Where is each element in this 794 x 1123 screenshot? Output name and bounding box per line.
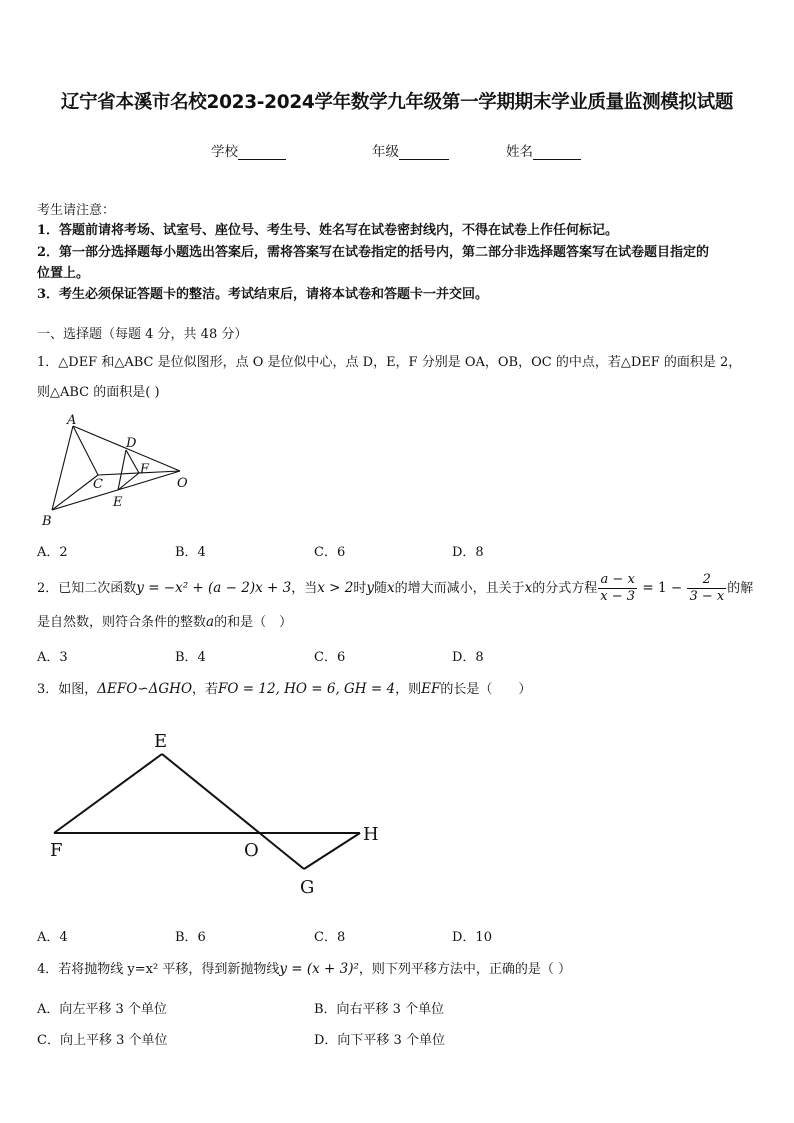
q1-line-ac	[73, 426, 98, 475]
q1-label-d: D	[126, 436, 137, 451]
q3-option-a[interactable]: A．4	[37, 930, 68, 945]
q2-suffix: 的解	[727, 581, 754, 596]
q3-stem	[37, 679, 531, 700]
q3-line-fe	[54, 754, 162, 833]
notice-heading: 考生请注意：	[37, 203, 116, 218]
q2-prefix: 2．已知二次函数	[37, 581, 137, 596]
q2-condition: x > 2	[317, 580, 354, 596]
q2-equals: = 1 −	[638, 580, 687, 596]
q2-frac1-num: a − x	[598, 572, 637, 589]
q2-option-a[interactable]: A．3	[37, 650, 68, 665]
q4-option-b[interactable]: B．向右平移 3 个单位	[314, 1002, 445, 1017]
q3-label-o: O	[244, 840, 259, 861]
q1-label-a: A	[67, 413, 77, 428]
q3-line-gh	[304, 833, 360, 869]
section-heading: 一、选择题（每题 4 分，共 48 分）	[37, 327, 248, 342]
q2-text-3: 随	[373, 581, 387, 596]
q2-var-a: a	[206, 614, 215, 630]
q2-var-y: y	[366, 580, 374, 596]
q1-label-b: B	[42, 514, 52, 529]
q1-option-c[interactable]: C．6	[314, 545, 346, 560]
q1-label-f: F	[140, 462, 150, 477]
q2-frac1-den: x − 3	[600, 589, 636, 604]
grade-label: 年级	[372, 144, 399, 160]
q1-option-d[interactable]: D．8	[452, 545, 484, 560]
q3-label-f: F	[50, 840, 63, 861]
q3-option-c[interactable]: C．8	[314, 930, 346, 945]
q2-option-b[interactable]: B．4	[175, 650, 206, 665]
q3-text-2: ，则	[395, 682, 422, 697]
grade-blank[interactable]	[399, 145, 449, 160]
q2-option-d[interactable]: D．8	[452, 650, 484, 665]
grade-field	[372, 140, 449, 160]
name-field	[506, 140, 581, 160]
q4-option-a[interactable]: A．向左平移 3 个单位	[37, 1002, 167, 1017]
school-blank[interactable]	[238, 145, 286, 160]
q4-suffix: ，则下列平移方法中，正确的是（ ）	[358, 962, 572, 977]
q2-fraction-1	[598, 572, 637, 605]
q2-var-x2: x	[524, 580, 533, 596]
q1-option-a[interactable]: A．2	[37, 545, 68, 560]
school-label: 学校	[211, 144, 238, 160]
q3-label-h: H	[363, 824, 379, 845]
q2-function: y = −x² + (a − 2)x + 3	[136, 580, 292, 596]
q2-stem-line2	[37, 612, 292, 633]
notice-item-3: 3．考生必须保证答题卡的整洁。考试结束后，请将本试卷和答题卡一并交回。	[37, 287, 489, 302]
q2-text-5: 的分式方程	[532, 581, 598, 596]
q3-given: FO = 12, HO = 6, GH = 4	[218, 681, 396, 697]
q4-option-d[interactable]: D．向下平移 3 个单位	[314, 1033, 445, 1048]
q3-line-eg	[162, 754, 304, 869]
q3-option-d[interactable]: D．10	[452, 930, 492, 945]
q1-stem-line1: 1．△DEF 和△ABC 是位似图形，点 O 是位似中心，点 D，E，F 分别是 OA，OB，OC 的中点，若△DEF 的面积是 2，	[37, 355, 742, 370]
q3-option-b[interactable]: B．6	[175, 930, 206, 945]
q2-text-1: ，当	[291, 581, 318, 596]
q1-label-c: C	[93, 477, 103, 492]
q2-stem-line1	[37, 570, 753, 606]
q1-stem-line2: 则△ABC 的面积是( )	[37, 385, 160, 400]
q2-var-x: x	[387, 580, 395, 596]
name-blank[interactable]	[533, 145, 581, 160]
q3-label-g: G	[300, 877, 315, 898]
q4-function: y = (x + 3)²	[279, 961, 359, 977]
q3-label-e: E	[154, 731, 168, 752]
q2-option-c[interactable]: C．6	[314, 650, 346, 665]
page-title: 辽宁省本溪市名校2023-2024学年数学九年级第一学期期末学业质量监测模拟试题	[60, 92, 734, 113]
school-field	[211, 140, 286, 160]
q3-figure	[40, 725, 400, 905]
q1-label-e: E	[113, 495, 123, 510]
q3-suffix: 的长是（ ）	[440, 682, 532, 697]
q1-line-ab	[52, 426, 73, 510]
notice-item-2-cont: 位置上。	[37, 266, 90, 281]
name-label: 姓名	[506, 144, 533, 160]
q1-label-o: O	[177, 476, 188, 491]
q2-line2-b: 的和是（ ）	[214, 615, 293, 630]
q1-figure	[38, 410, 198, 530]
q4-stem	[37, 959, 571, 980]
notice-item-1: 1．答题前请将考场、试室号、座位号、考生号、姓名写在试卷密封线内，不得在试卷上作任何标记。	[37, 223, 619, 238]
q2-text-2: 时	[353, 581, 367, 596]
q3-prefix: 3．如图，	[37, 682, 98, 697]
q4-prefix: 4．若将抛物线 y=x² 平移，得到新抛物线	[37, 962, 280, 977]
q3-similarity: ΔEFO∽ΔGHO	[97, 681, 193, 697]
q2-text-4: 的增大而减小，且关于	[394, 581, 525, 596]
notice-item-2: 2．第一部分选择题每小题选出答案后，需将答案写在试卷指定的括号内，第二部分非选择题答案写在试卷题目指定的	[37, 245, 710, 260]
q3-ef: EF	[421, 681, 441, 697]
q2-frac2-den: 3 − x	[689, 589, 725, 604]
q2-frac2-num: 2	[687, 572, 726, 589]
q2-fraction-2	[687, 572, 726, 605]
q2-line2-a: 是自然数，则符合条件的整数	[37, 615, 207, 630]
q4-option-c[interactable]: C．向上平移 3 个单位	[37, 1033, 168, 1048]
q3-text-1: ，若	[192, 682, 219, 697]
q1-option-b[interactable]: B．4	[175, 545, 206, 560]
